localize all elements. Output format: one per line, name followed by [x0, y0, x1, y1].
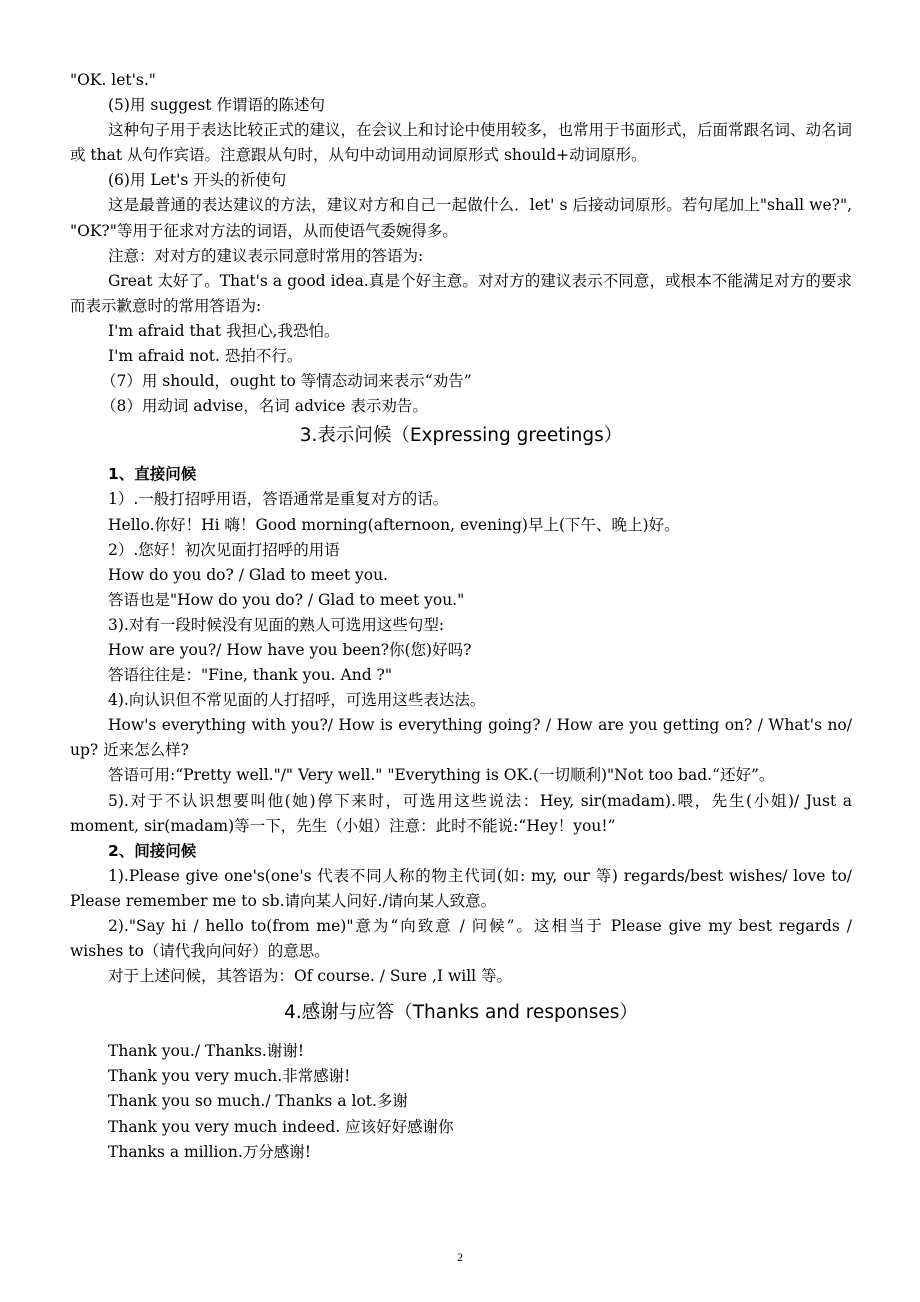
text-line: 1）.一般打招呼用语，答语通常是重复对方的话。 [108, 490, 449, 509]
text-line: Thank you so much./ Thanks a lot.多谢 [108, 1092, 408, 1111]
text-line: How do you do? / Glad to meet you. [108, 565, 388, 584]
page-number: 2 [457, 1250, 463, 1264]
text-line: 注意：对对方的建议表示同意时常用的答语为: [108, 246, 424, 265]
paragraph: 1).Please give one's(one's 代表不同人称的物主代词(如: my, our 等) regards/best wishes/ love to/ Please remember me to sb.请向某人问好./请向某人致意。 [70, 866, 852, 910]
text-line: I'm afraid not. 恐拍不行。 [108, 347, 303, 366]
subsection-heading: 1、直接问候 [108, 465, 197, 484]
text-line: Thank you very much.非常感谢! [108, 1067, 351, 1086]
text-line: Thank you./ Thanks.谢谢! [108, 1042, 305, 1061]
text-line: I'm afraid that 我担心,我恐怕。 [108, 321, 340, 340]
paragraph: 5).对于不认识想要叫他(她)停下来时，可选用这些说法：Hey, sir(madam).喂，先生(小姐)/ Just a moment, sir(madam)等一下，先生（小姐）注意：此时不能说:“Hey！you!” [70, 791, 852, 835]
text-line: 4).向认识但不常见面的人打招呼，可选用这些表达法。 [108, 691, 486, 710]
subsection-heading: 2、间接问候 [108, 841, 197, 860]
paragraph: 这是最普通的表达建议的方法，建议对方和自己一起做什么．let' s 后接动词原形。若句尾加上"shall we?", "OK?"等用于征求对方法的词语，从而使语气委婉得多。 [70, 196, 852, 240]
text-line: （7）用 should，ought to 等情态动词来表示“劝告” [101, 372, 472, 391]
paragraph: 这种句子用于表达比较正式的建议，在会议上和讨论中使用较多，也常用于书面形式，后面常跟名词、动名词或 that 从句作宾语。注意跟从句时，从句中动词用动词原形式 should+动词原形。 [70, 121, 853, 165]
text-line: 3).对有一段时候没有见面的熟人可选用这些句型: [108, 615, 445, 634]
paragraph: 答语可用:“Pretty well."/" Very well." "Everything is OK.(一切顺利)"Not too bad.“还好”。 [108, 766, 775, 785]
text-line: （8）用动词 advise，名词 advice 表示劝告。 [101, 397, 428, 416]
text-line: How are you?/ How have you been?你(您)好吗? [108, 640, 472, 659]
text-line: (5)用 suggest 作谓语的陈述句 [108, 96, 325, 115]
section-heading-greetings: 3.表示问候（Expressing greetings） [299, 425, 623, 447]
document-page [70, 68, 852, 1165]
text-line: 答语往往是："Fine, thank you. And ?" [108, 666, 392, 685]
section-heading-thanks: 4.感谢与应答（Thanks and responses） [284, 1002, 638, 1024]
text-line: 2）.您好！初次见面打招呼的用语 [108, 540, 340, 559]
paragraph: Great 太好了。That's a good idea.真是个好主意。对对方的建议表示不同意，或根本不能满足对方的要求而表示歉意时的常用答语为: [70, 271, 852, 315]
text-line: (6)用 Let's 开头的祈使句 [108, 171, 287, 190]
text-line: Hello.你好！Hi 嗨！Good morning(afternoon, evening)早上(下午、晚上)好。 [108, 515, 680, 534]
text-line: "OK. let's." [70, 71, 156, 89]
text-line: Thanks a million.万分感谢! [108, 1142, 311, 1161]
paragraph: How's everything with you?/ How is everything going? / How are you getting on? / What's no/ up? 近来怎么样? [70, 716, 852, 760]
text-line: 对于上述问候，其答语为：Of course. / Sure ,I will 等。 [108, 967, 513, 986]
paragraph: 2)."Say hi / hello to(from me)"意为“向致意 / 问候”。这相当于 Please give my best regards / wishes to（请代我向问好）的意思。 [70, 917, 852, 961]
text-line: Thank you very much indeed. 应该好好感谢你 [108, 1117, 454, 1136]
text-line: 答语也是"How do you do? / Glad to meet you." [108, 590, 465, 609]
